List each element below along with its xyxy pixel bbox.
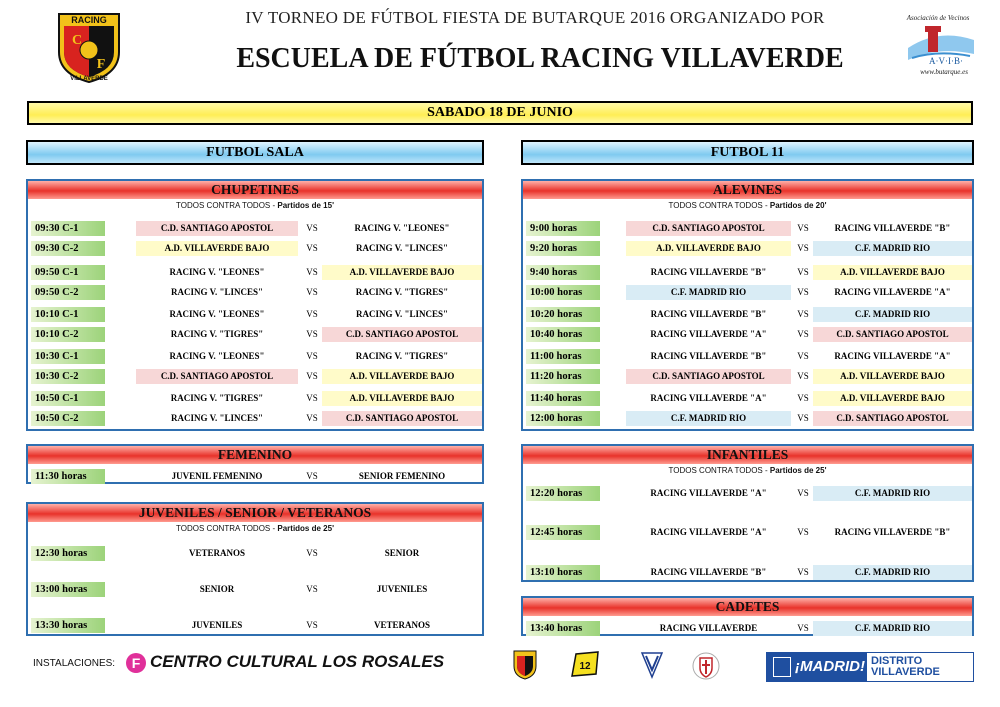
alevines-title: ALEVINES <box>523 181 972 199</box>
svg-text:VILLAVERDE: VILLAVERDE <box>70 76 108 82</box>
chupetines-title: CHUPETINES <box>28 181 482 199</box>
match-row <box>523 620 972 637</box>
cadetes-title: CADETES <box>523 598 972 616</box>
match-row <box>28 326 482 343</box>
vs-label: VS <box>306 329 318 339</box>
match-row <box>523 284 972 301</box>
match-row <box>523 306 972 323</box>
match-row <box>523 485 972 502</box>
chupetines-panel <box>26 179 484 431</box>
vs-label: VS <box>797 243 809 253</box>
match-time: 11:40 horas <box>526 391 600 406</box>
alevines-subtitle: TODOS CONTRA TODOS - Partidos de 20' <box>668 201 827 210</box>
match-row <box>523 326 972 343</box>
vs-label: VS <box>797 393 809 403</box>
match-row <box>523 240 972 257</box>
home-team: RACING V. "TIGRES" <box>170 329 264 339</box>
home-team: JUVENILES <box>191 620 243 630</box>
home-team: RACING VILLAVERDE "B" <box>650 567 767 577</box>
svg-text:Asociación de Vecinos: Asociación de Vecinos <box>906 14 970 22</box>
distrito-label: DISTRITO VILLAVERDE <box>871 655 940 678</box>
home-team: RACING V. "LEONES" <box>169 351 265 361</box>
shield-logo <box>640 650 664 684</box>
svg-text:12: 12 <box>579 661 591 672</box>
away-team: A.D. VILLAVERDE BAJO <box>322 391 482 406</box>
match-time: 09:50 C-1 <box>31 265 105 280</box>
away-team: C.D. SANTIAGO APOSTOL <box>322 411 482 426</box>
home-team: RACING VILLAVERDE "B" <box>650 267 767 277</box>
home-team: RACING V. "LEONES" <box>169 267 265 277</box>
vs-label: VS <box>797 567 809 577</box>
away-team: A.D. VILLAVERDE BAJO <box>813 265 972 280</box>
away-team: C.D. SANTIAGO APOSTOL <box>813 327 972 342</box>
match-time: 11:00 horas <box>526 349 600 364</box>
vs-label: VS <box>797 309 809 319</box>
vs-label: VS <box>797 623 809 633</box>
match-row <box>28 581 482 598</box>
home-team: C.D. SANTIAGO APOSTOL <box>626 221 791 236</box>
away-team: SENIOR FEMENINO <box>358 471 446 481</box>
away-team: A.D. VILLAVERDE BAJO <box>322 369 482 384</box>
vs-label: VS <box>306 351 318 361</box>
club-crest-logo <box>692 650 720 686</box>
home-team: SENIOR <box>199 584 235 594</box>
match-row <box>28 264 482 281</box>
match-time: 12:00 horas <box>526 411 600 426</box>
home-team: RACING VILLAVERDE <box>659 623 758 633</box>
match-row <box>28 390 482 407</box>
match-time: 10:50 C-2 <box>31 411 105 426</box>
vs-label: VS <box>306 243 318 253</box>
juveniles-title: JUVENILES / SENIOR / VETERANOS <box>28 504 482 522</box>
cadetes-panel <box>521 596 974 636</box>
infantiles-title: INFANTILES <box>523 446 972 464</box>
away-team: JUVENILES <box>376 584 428 594</box>
home-team: RACING VILLAVERDE "A" <box>650 329 767 339</box>
match-row <box>523 410 972 427</box>
date-banner: SABADO 18 DE JUNIO <box>27 101 973 125</box>
vs-label: VS <box>797 371 809 381</box>
away-team: RACING VILLAVERDE "B" <box>834 223 951 233</box>
madrid-crest-icon <box>773 657 791 677</box>
home-team: RACING VILLAVERDE "B" <box>650 351 767 361</box>
match-time: 10:30 C-1 <box>31 349 105 364</box>
match-time: 09:30 C-1 <box>31 221 105 236</box>
vs-label: VS <box>797 527 809 537</box>
home-team: A.D. VILLAVERDE BAJO <box>626 241 791 256</box>
juveniles-panel <box>26 502 484 636</box>
match-row <box>28 240 482 257</box>
home-team: RACING VILLAVERDE "A" <box>650 527 767 537</box>
match-row <box>523 368 972 385</box>
home-team: RACING V. "LEONES" <box>169 309 265 319</box>
venue-icon: F <box>126 653 146 673</box>
home-team: RACING VILLAVERDE "B" <box>650 309 767 319</box>
away-team: RACING VILLAVERDE "A" <box>834 351 951 361</box>
vs-label: VS <box>797 329 809 339</box>
match-row <box>523 220 972 237</box>
match-row <box>523 348 972 365</box>
svg-text:RACING: RACING <box>71 15 107 25</box>
vs-label: VS <box>797 223 809 233</box>
away-team: C.D. SANTIAGO APOSTOL <box>813 411 972 426</box>
home-team: C.D. SANTIAGO APOSTOL <box>136 369 298 384</box>
svg-text:A·V·I·B·: A·V·I·B· <box>929 56 963 66</box>
femenino-panel <box>26 444 484 484</box>
match-time: 13:10 horas <box>526 565 600 580</box>
chupetines-subtitle: TODOS CONTRA TODOS - Partidos de 15' <box>176 201 334 210</box>
match-time: 9:20 horas <box>526 241 600 256</box>
futbol-sala-banner: FUTBOL SALA <box>26 140 484 165</box>
home-team: RACING V. "LINCES" <box>171 413 263 423</box>
match-time: 9:40 horas <box>526 265 600 280</box>
installations-label: INSTALACIONES: <box>33 658 116 669</box>
home-team: RACING V. "TIGRES" <box>170 393 264 403</box>
match-row <box>28 306 482 323</box>
vs-label: VS <box>306 413 318 423</box>
match-row <box>28 545 482 562</box>
match-row <box>28 410 482 427</box>
vs-label: VS <box>306 393 318 403</box>
vs-label: VS <box>306 584 318 594</box>
match-row <box>523 390 972 407</box>
vs-label: VS <box>306 471 318 481</box>
match-time: 13:40 horas <box>526 621 600 636</box>
racing-villaverde-logo <box>55 12 123 84</box>
match-time: 12:30 horas <box>31 546 105 561</box>
infantiles-panel <box>521 444 974 582</box>
venue-name: CENTRO CULTURAL LOS ROSALES <box>150 652 445 671</box>
match-time: 10:10 C-1 <box>31 307 105 322</box>
away-team: C.F. MADRID RIO <box>813 565 972 580</box>
match-row <box>28 468 482 485</box>
match-time: 9:00 horas <box>526 221 600 236</box>
match-row <box>28 220 482 237</box>
away-team: VETERANOS <box>373 620 430 630</box>
away-team: RACING V. "TIGRES" <box>355 351 449 361</box>
home-team: C.D. SANTIAGO APOSTOL <box>136 221 298 236</box>
match-row <box>28 284 482 301</box>
match-row <box>28 368 482 385</box>
match-time: 13:00 horas <box>31 582 105 597</box>
sponsor-badge <box>568 650 602 684</box>
match-time: 10:20 horas <box>526 307 600 322</box>
home-team: C.F. MADRID RIO <box>626 411 791 426</box>
vs-label: VS <box>306 223 318 233</box>
vs-label: VS <box>306 371 318 381</box>
away-team: C.F. MADRID RIO <box>813 307 972 322</box>
vs-label: VS <box>306 267 318 277</box>
femenino-title: FEMENINO <box>28 446 482 464</box>
svg-text:C: C <box>71 33 83 48</box>
home-team: C.F. MADRID RIO <box>626 285 791 300</box>
vs-label: VS <box>306 309 318 319</box>
match-time: 11:30 horas <box>31 469 105 484</box>
away-team: C.F. MADRID RIO <box>813 486 972 501</box>
home-team: RACING V. "LINCES" <box>171 287 263 297</box>
away-team: RACING VILLAVERDE "B" <box>834 527 951 537</box>
vs-label: VS <box>797 287 809 297</box>
organizer-title: ESCUELA DE FÚTBOL RACING VILLAVERDE <box>236 43 844 74</box>
vs-label: VS <box>306 548 318 558</box>
vs-label: VS <box>797 351 809 361</box>
madrid-distrito-logo <box>766 652 974 682</box>
match-time: 10:10 C-2 <box>31 327 105 342</box>
match-time: 11:20 horas <box>526 369 600 384</box>
match-time: 09:30 C-2 <box>31 241 105 256</box>
svg-text:F: F <box>96 57 106 72</box>
vs-label: VS <box>306 620 318 630</box>
match-time: 12:45 horas <box>526 525 600 540</box>
vs-label: VS <box>797 267 809 277</box>
infantiles-subtitle: TODOS CONTRA TODOS - Partidos de 25' <box>668 466 827 475</box>
match-time: 10:50 C-1 <box>31 391 105 406</box>
home-team: A.D. VILLAVERDE BAJO <box>136 241 298 256</box>
match-time: 10:30 C-2 <box>31 369 105 384</box>
away-team: C.F. MADRID RIO <box>813 241 972 256</box>
away-team: RACING V. "LINCES" <box>356 309 448 319</box>
match-time: 12:20 horas <box>526 486 600 501</box>
away-team: A.D. VILLAVERDE BAJO <box>813 369 972 384</box>
home-team: RACING VILLAVERDE "A" <box>650 393 767 403</box>
home-team: VETERANOS <box>188 548 245 558</box>
vs-label: VS <box>797 413 809 423</box>
tournament-title: IV TORNEO DE FÚTBOL FIESTA DE BUTARQUE 2016 ORGANIZADO POR <box>245 8 825 27</box>
futbol-11-banner: FUTBOL 11 <box>521 140 974 165</box>
away-team: C.D. SANTIAGO APOSTOL <box>322 327 482 342</box>
home-team: RACING VILLAVERDE "A" <box>650 488 767 498</box>
vs-label: VS <box>306 287 318 297</box>
match-time: 13:30 horas <box>31 618 105 633</box>
away-team: SENIOR <box>384 548 420 558</box>
svg-text:www.butarque.es: www.butarque.es <box>920 68 968 76</box>
match-row <box>523 264 972 281</box>
avib-logo <box>898 8 980 78</box>
alevines-panel <box>521 179 974 431</box>
away-team: RACING V. "LINCES" <box>356 243 448 253</box>
home-team: C.D. SANTIAGO APOSTOL <box>626 369 791 384</box>
away-team: RACING VILLAVERDE "A" <box>834 287 951 297</box>
away-team: A.D. VILLAVERDE BAJO <box>813 391 972 406</box>
away-team: C.F. MADRID RIO <box>813 621 972 636</box>
away-team: RACING V. "LEONES" <box>354 223 450 233</box>
madrid-label: ¡MADRID! <box>767 653 867 681</box>
vs-label: VS <box>797 488 809 498</box>
match-time: 10:40 horas <box>526 327 600 342</box>
match-row <box>523 564 972 581</box>
match-time: 09:50 C-2 <box>31 285 105 300</box>
away-team: A.D. VILLAVERDE BAJO <box>322 265 482 280</box>
home-team: JUVENIL FEMENINO <box>171 471 263 481</box>
racing-small-logo <box>512 650 538 684</box>
match-row <box>28 348 482 365</box>
match-time: 10:00 horas <box>526 285 600 300</box>
match-row <box>523 524 972 541</box>
away-team: RACING V. "TIGRES" <box>355 287 449 297</box>
match-row <box>28 617 482 634</box>
juveniles-subtitle: TODOS CONTRA TODOS - Partidos de 25' <box>176 524 334 533</box>
